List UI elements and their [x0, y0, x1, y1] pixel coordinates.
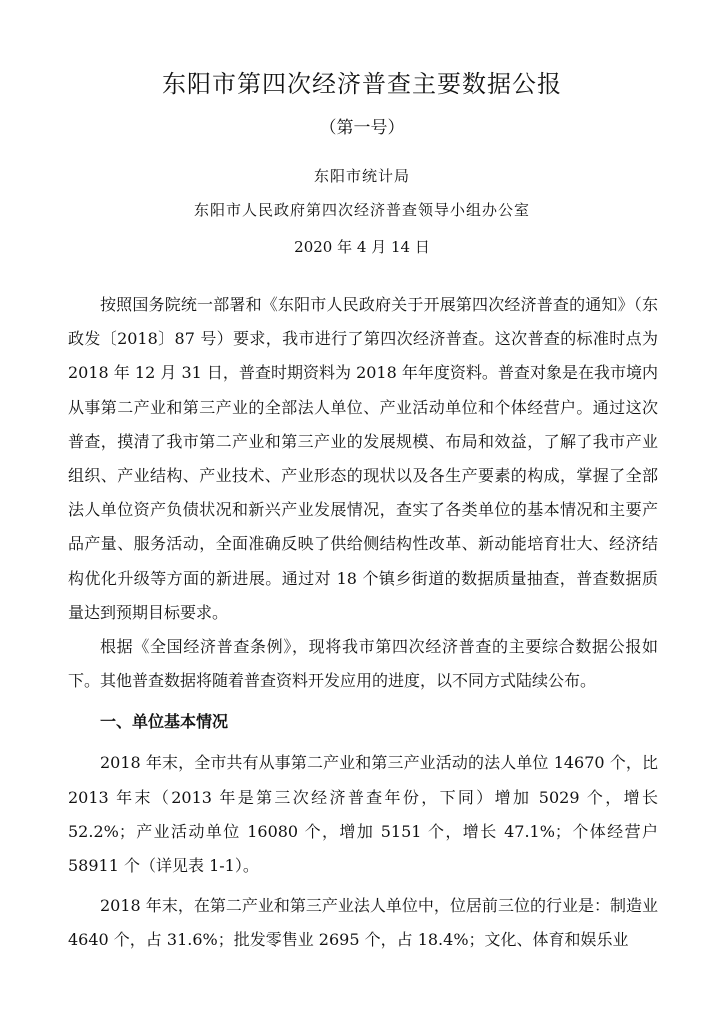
- section-heading-unit-basics: 一、单位基本情况: [100, 712, 229, 732]
- publish-date: 2020 年 4 月 14 日: [294, 238, 430, 256]
- paragraph-intro: 按照国务院统一部署和《东阳市人民政府关于开展第四次经济普查的通知》（东政发〔2018〕87 号）要求，我市进行了第四次经济普查。这次普查的标准时点为 2018 年 12 月 31 日，普查时期资料为 2018 年年度资料。普查对象是在我市境内从事第二产业和第三产业的全部法人单位、产业活动单位和个体经营户。通过这次普查，摸清了我市第二产业和第三产业的发展规模、布局和效益，了解了我市产业组织、产业结构、产业技术、产业形态的现状以及各生产要素的构成，掌握了全部法人单位资产负债状况和新兴产业发展情况，查实了各类单位的基本情况和主要产品产量、服务活动，全面准确反映了供给侧结构性改革、新动能培育壮大、经济结构优化升级等方面的新进展。通过对 18 个镇乡街道的数据质量抽查，普查数据质量达到预期目标要求。: [68, 295, 658, 622]
- issuer-statistics-bureau: 东阳市统计局: [313, 167, 410, 185]
- document-body: [68, 288, 658, 958]
- paragraph-announcement: 根据《全国经济普查条例》，现将我市第四次经济普查的主要综合数据公报如下。其他普查数据将随着普查资料开发应用的进度，以不同方式陆续公布。: [68, 637, 658, 691]
- document-subtitle: （第一号）: [319, 118, 405, 138]
- paragraph-top-industries: 2018 年末，在第二产业和第三产业法人单位中，位居前三位的行业是：制造业 4640 个，占 31.6%；批发零售业 2695 个，占 18.4%；文化、体育和娱乐业: [68, 896, 658, 950]
- issuer-census-office: 东阳市人民政府第四次经济普查领导小组办公室: [193, 201, 530, 219]
- paragraph-unit-counts: 2018 年末，全市共有从事第二产业和第三产业活动的法人单位 14670 个，比 2013 年末（2013 年是第三次经济普查年份，下同）增加 5029 个，增长 52.2%；产业活动单位 16080 个，增加 5151 个，增长 47.1%；个体经营户 58911 个（详见表 1-1）。: [68, 753, 658, 876]
- document-title: 东阳市第四次经济普查主要数据公报: [162, 70, 562, 98]
